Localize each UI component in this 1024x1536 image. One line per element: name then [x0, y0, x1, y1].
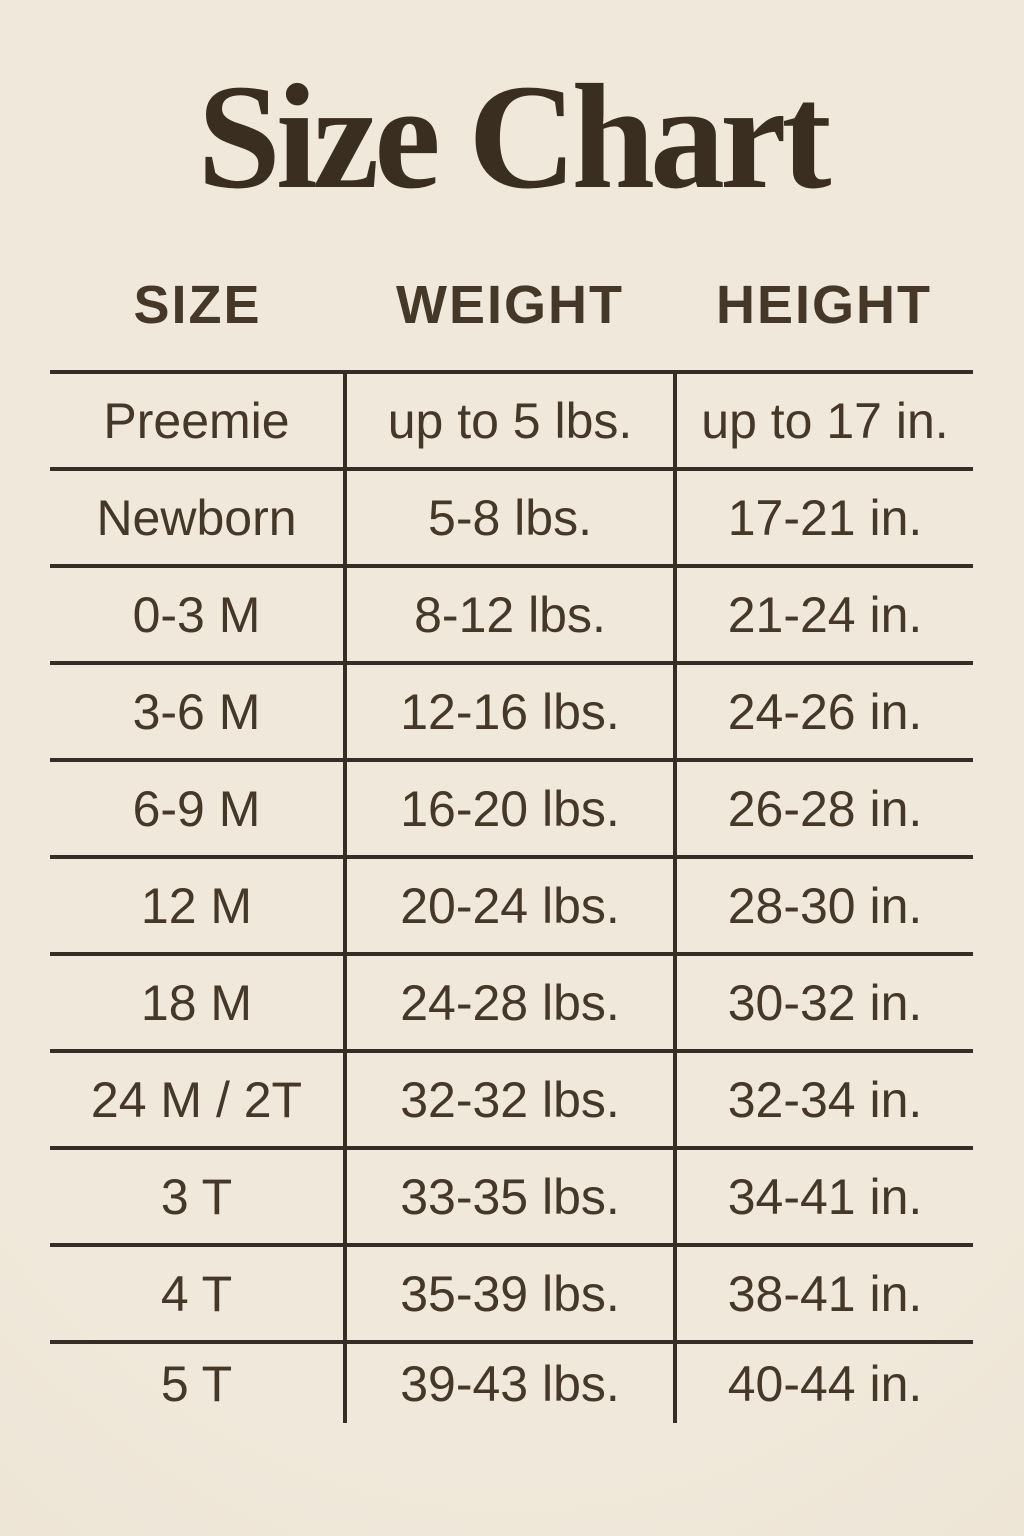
column-header-size: SIZE — [133, 275, 262, 335]
weight-cell: 32-32 lbs. — [345, 1051, 675, 1148]
weight-cell: 12-16 lbs. — [345, 663, 675, 760]
weight-cell: up to 5 lbs. — [345, 372, 675, 469]
weight-cell: 35-39 lbs. — [345, 1245, 675, 1342]
size-cell: 4 T — [50, 1245, 345, 1342]
height-cell: 26-28 in. — [675, 760, 973, 857]
weight-cell: 24-28 lbs. — [345, 954, 675, 1051]
table-row-18m — [50, 954, 973, 1051]
size-cell: 12 M — [50, 857, 345, 954]
table-row-6-9m — [50, 760, 973, 857]
height-cell: 28-30 in. — [675, 857, 973, 954]
size-chart-table — [50, 370, 973, 1423]
table-row-0-3m — [50, 566, 973, 663]
size-cell: 6-9 M — [50, 760, 345, 857]
weight-cell: 5-8 lbs. — [345, 469, 675, 566]
size-cell: 18 M — [50, 954, 345, 1051]
size-chart-table-body — [50, 372, 973, 1423]
table-header-row — [50, 272, 973, 338]
weight-cell: 8-12 lbs. — [345, 566, 675, 663]
weight-cell: 20-24 lbs. — [345, 857, 675, 954]
table-row-4t — [50, 1245, 973, 1342]
weight-cell: 16-20 lbs. — [345, 760, 675, 857]
size-cell: 5 T — [50, 1342, 345, 1423]
height-cell: 21-24 in. — [675, 566, 973, 663]
size-cell: Newborn — [50, 469, 345, 566]
size-cell: 3-6 M — [50, 663, 345, 760]
size-cell: 24 M / 2T — [50, 1051, 345, 1148]
size-cell: 3 T — [50, 1148, 345, 1245]
weight-cell: 33-35 lbs. — [345, 1148, 675, 1245]
table-row-newborn — [50, 469, 973, 566]
height-cell: up to 17 in. — [675, 372, 973, 469]
height-cell: 34-41 in. — [675, 1148, 973, 1245]
table-row-3-6m — [50, 663, 973, 760]
weight-cell: 39-43 lbs. — [345, 1342, 675, 1423]
page-title: Size Chart — [197, 54, 827, 220]
height-cell: 24-26 in. — [675, 663, 973, 760]
table-row-preemie — [50, 372, 973, 469]
table-row-12m — [50, 857, 973, 954]
column-header-height: HEIGHT — [715, 275, 932, 335]
table-row-24m-2t — [50, 1051, 973, 1148]
height-cell: 17-21 in. — [675, 469, 973, 566]
height-cell: 32-34 in. — [675, 1051, 973, 1148]
table-row-5t — [50, 1342, 973, 1423]
column-header-weight: WEIGHT — [396, 275, 624, 335]
height-cell: 30-32 in. — [675, 954, 973, 1051]
table-row-3t — [50, 1148, 973, 1245]
size-cell: 0-3 M — [50, 566, 345, 663]
size-cell: Preemie — [50, 372, 345, 469]
height-cell: 40-44 in. — [675, 1342, 973, 1423]
height-cell: 38-41 in. — [675, 1245, 973, 1342]
